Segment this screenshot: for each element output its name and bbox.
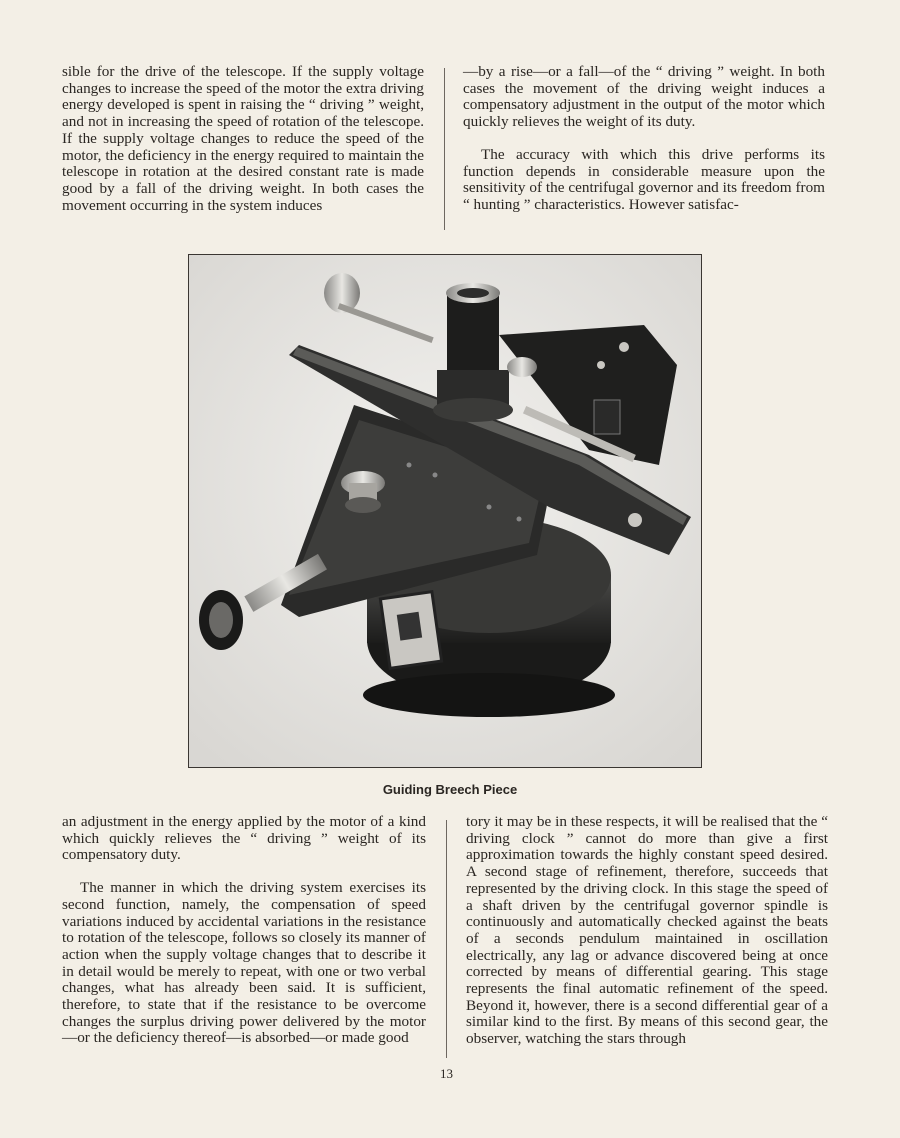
text-column-top-left (62, 64, 424, 214)
column-divider-top (444, 68, 445, 230)
guiding-breech-piece-photo (188, 254, 702, 768)
paragraph: The manner in which the driving system exercises its second function, namely, the compensation of speed variations induced by accidental variations in the resistance to rotation of the telescope, follows so closely its manner of action when the supply voltage changes that to describe it in detail would be merely to repeat, with one or two verbal changes, what has already been said. It is sufficient, therefore, to state that if the resistance to be overcome changes the surplus driving power delivered by the motor—or the deficiency thereof—is absorbed—or made good (62, 879, 426, 1047)
text-column-bottom-left (62, 814, 426, 1047)
paragraph: tory it may be in these respects, it will be realised that the “ driving clock ” cannot do more than give a first approximation towards the highly constant speed desired. A second stage of refinement, therefore, succeeds that represented by the driving clock. In this stage the speed of a shaft driven by the centrifugal governor spindle is continuously and automatically checked against the beats of a seconds pendulum maintained in oscillation electrically, any lag or advance discovered being at once corrected by means of differential gearing. This stage represents the final automatic refinement of the speed. Beyond it, however, there is a second differential gear of a similar kind to the first. By means of this second gear, the observer, watching the stars through (466, 813, 828, 1048)
breech-piece-illustration (189, 255, 701, 767)
column-divider-bottom (446, 820, 447, 1058)
paragraph: an adjustment in the energy applied by the motor of a kind which quickly relieves the “ driving ” weight of its compensatory duty. (62, 813, 426, 864)
text-column-top-right (463, 64, 825, 214)
page-number: 13 (440, 1066, 453, 1081)
paragraph: The accuracy with which this drive performs its function depends in considerable measure upon the sensitivity of the centrifugal governor and its freedom from “ hunting ” characteristics. However satisfac- (463, 145, 825, 213)
paragraph: —by a rise—or a fall—of the “ driving ” weight. In both cases the movement of the driving weight induces a compensatory adjustment in the output of the motor which quickly relieves the weight of its duty. (463, 63, 825, 131)
figure-caption: Guiding Breech Piece (382, 782, 518, 797)
paragraph: sible for the drive of the telescope. If the supply voltage changes to increase the speed of the motor the extra driving energy developed is spent in raising the “ driving ” weight, and not in increasing the speed of rotation of the telescope. If the supply voltage changes to reduce the speed of the motor, the deficiency in the energy required to maintain the telescope in rotation at the desired constant rate is made good by a fall of the driving weight. In both cases the movement occurring in the system induces (62, 63, 424, 214)
text-column-bottom-right (466, 814, 828, 1048)
